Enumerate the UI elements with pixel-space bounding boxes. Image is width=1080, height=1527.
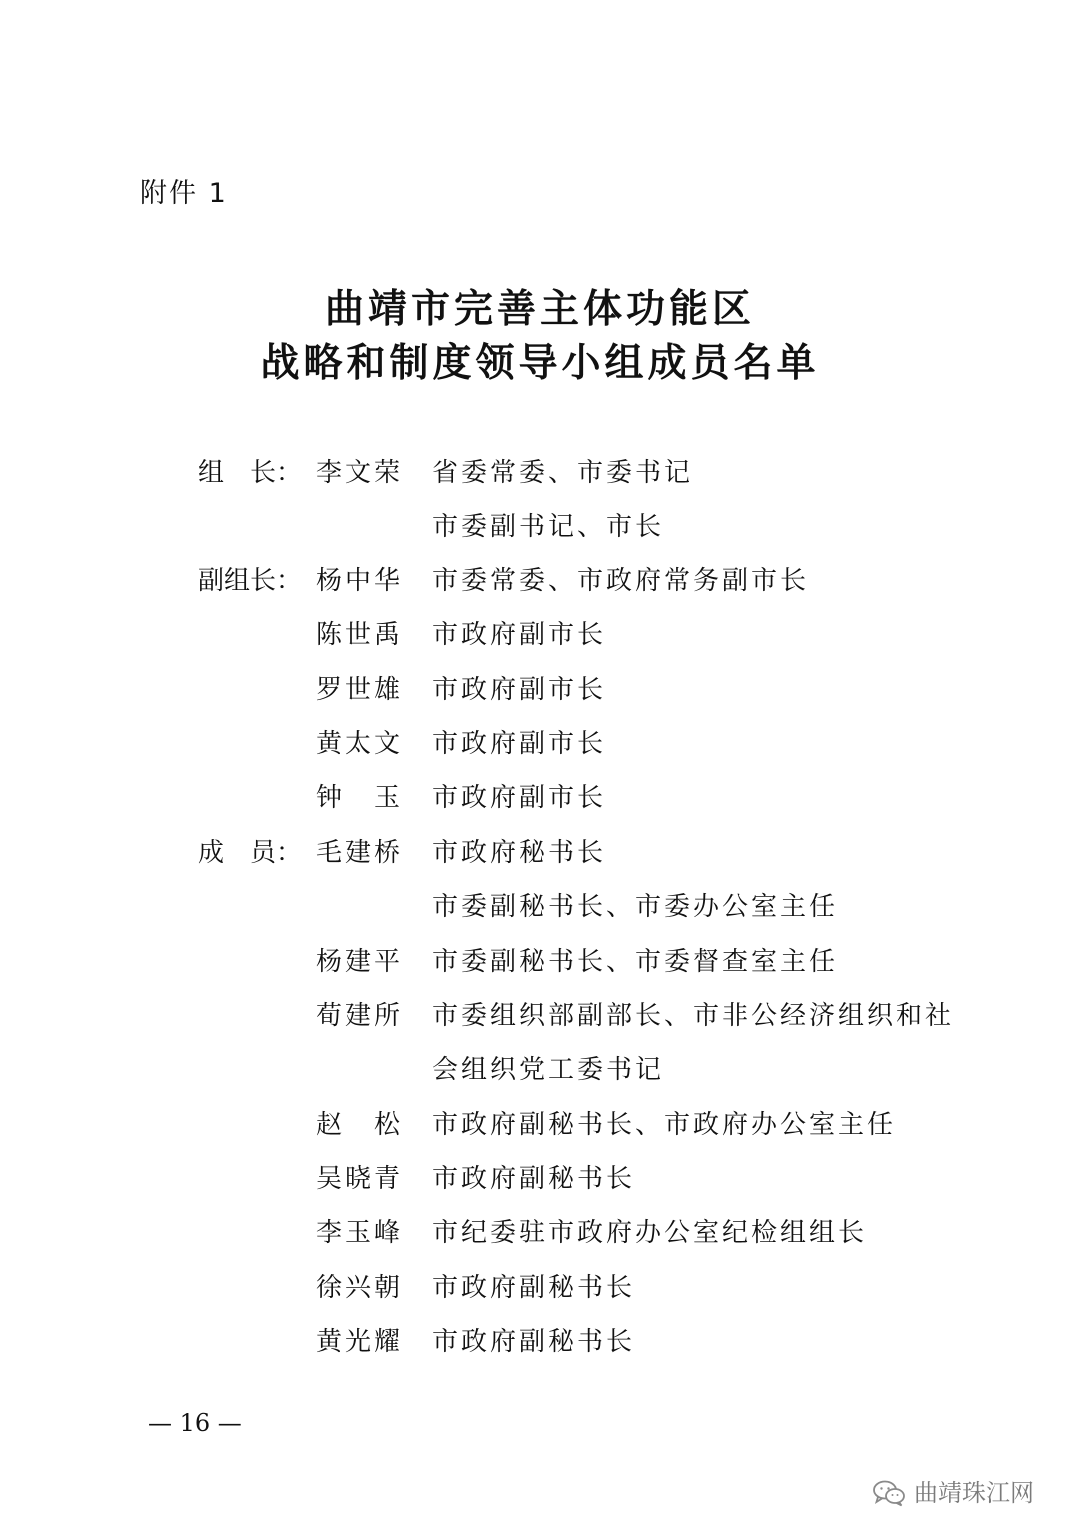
wechat-icon [872,1479,906,1507]
member-duty: 市委副书记、市长 [432,512,665,542]
member-row [0,615,1080,655]
attachment-label: 附件 1 [140,178,228,209]
member-duty: 市委常委、市政府常务副市长 [432,566,810,596]
member-name: 黄太文 [316,729,404,759]
member-name: 吴晓青 [316,1164,404,1194]
member-name: 罗世雄 [316,675,404,705]
member-duty: 会组织党工委书记 [432,1055,665,1085]
member-row [0,1322,1080,1362]
member-name: 李玉峰 [316,1218,404,1248]
member-duty: 市政府副市长 [432,729,607,759]
member-duty: 市政府副秘书长 [432,1273,636,1303]
member-duty: 市政府秘书长 [432,838,607,868]
member-name: 毛建桥 [316,838,404,868]
member-name: 陈世禹 [316,620,404,650]
source-watermark [872,1473,1034,1513]
member-duty: 市委副秘书长、市委办公室主任 [432,892,839,922]
member-name: 钟 玉 [316,783,404,813]
member-row [0,453,1080,493]
member-name: 李文荣 [316,458,404,488]
member-duty: 市委副秘书长、市委督查室主任 [432,947,839,977]
member-row [0,507,1080,547]
member-row [0,1159,1080,1199]
member-name: 杨中华 [316,566,404,596]
document-title-line-1: 曲靖市完善主体功能区 [324,286,755,332]
member-row [0,1105,1080,1145]
member-row [0,833,1080,873]
member-row [0,670,1080,710]
member-name: 徐兴朝 [316,1273,404,1303]
member-row [0,724,1080,764]
role-label: 副组长： [198,566,303,596]
member-row [0,561,1080,601]
member-duty: 市政府副秘书长 [432,1164,636,1194]
page-number: — 16 — [148,1409,242,1437]
member-name: 荀建所 [316,1001,404,1031]
member-name: 赵 松 [316,1110,404,1140]
member-duty: 市政府副秘书长 [432,1327,636,1357]
member-row [0,778,1080,818]
member-duty: 市政府副市长 [432,675,607,705]
member-duty: 市政府副市长 [432,783,607,813]
watermark-text: 曲靖珠江网 [914,1479,1034,1507]
document-title-line-2: 战略和制度领导小组成员名单 [260,340,820,386]
member-duty: 市政府副市长 [432,620,607,650]
member-row [0,1268,1080,1308]
member-row [0,1213,1080,1253]
member-duty: 市纪委驻市政府办公室纪检组组长 [432,1218,868,1248]
member-row [0,996,1080,1036]
role-label: 组 长： [198,458,303,488]
member-duty: 市政府副秘书长、市政府办公室主任 [432,1110,897,1140]
member-row [0,887,1080,927]
member-row [0,942,1080,982]
role-label: 成 员： [198,838,303,868]
member-name: 杨建平 [316,947,404,977]
member-duty: 市委组织部副部长、市非公经济组织和社 [432,1001,955,1031]
member-duty: 省委常委、市委书记 [432,458,694,488]
member-name: 黄光耀 [316,1327,404,1357]
member-row [0,1050,1080,1090]
